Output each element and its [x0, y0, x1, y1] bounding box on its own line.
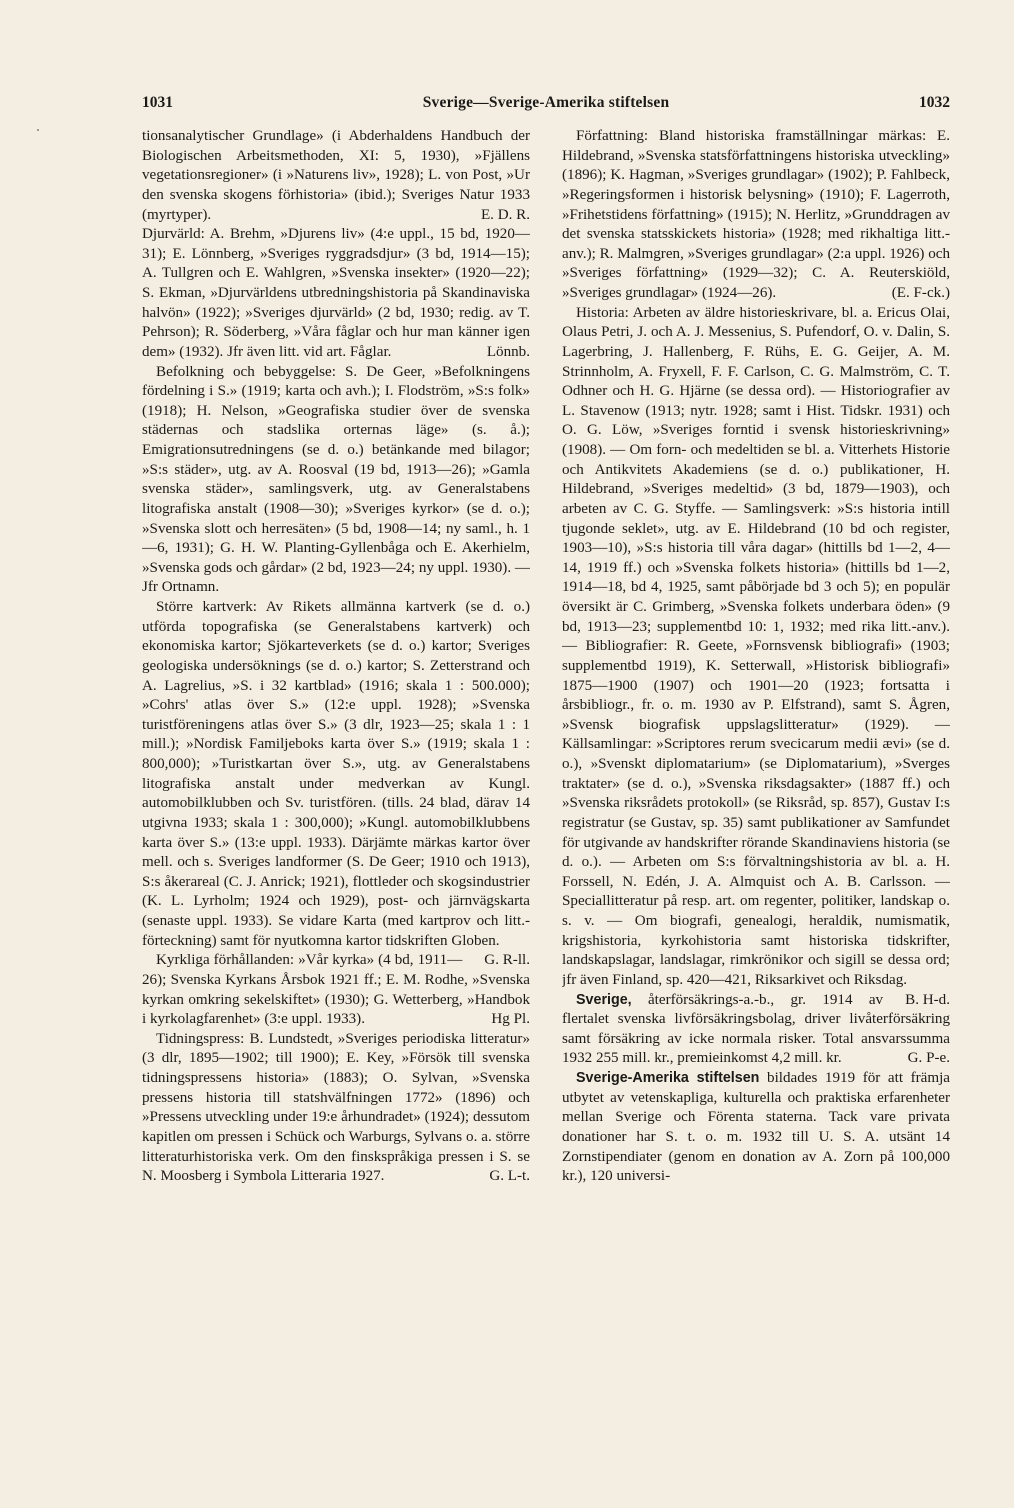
author-signature: G. P-e.	[907, 1050, 950, 1067]
author-signature: G. R-ll.	[484, 952, 530, 969]
author-signature: (E. F-ck.)	[891, 285, 950, 301]
paragraph-text: bildades 1919 för att främja utbytet av vetenskapliga, kulturella och praktiska erfarenheter mellan Sverige och Förenta staterna. Tack vare privata donationer har S. t. o. m. 1932 till U. S. A. utsänt 14 Zornstipendiater (genom en donation av A. Zorn på 100,000 kr.), 120 universi-	[562, 1070, 950, 1185]
page-number-left: 1031	[142, 94, 173, 111]
page-header	[142, 94, 950, 120]
paragraph-text: återförsäkrings-a.-b., gr. 1914 av flertalet svenska livförsäkringsbolag, driver livåterförsäkring samt försäkring av icke normala risker. Total ansvarssumma 1932 255 mill. kr., premieinkomst 4,2 mill. kr.	[562, 991, 950, 1067]
page-number-right: 1032	[919, 94, 950, 111]
author-signature: G. L-t.	[489, 1168, 530, 1185]
paragraph-text: Större kartverk: Av Rikets allmänna kartverk (se d. o.) utförda topografiska (se Generalstabens kartverk) och ekonomiska kartor; Sjökarteverkets (se d. o.) kartor; Sveriges geologiska undersöknings (se d. o.) kartor; S. Zetterstrand och A. Lagrelius, »S. i 32 kartblad» (1916; skala 1 : 500.000); »Cohrs' atlas över S.» (12:e uppl. 1928); »Svenska turistföreningens atlas över S.» (3 dlr, 1923—25; skala 1 : 1 mill.); »Nordisk Familjeboks karta över S.» (1919; skala 1 : 800,000); »Turistkartan över S.», utg. av Generalstabens litografiska anstalt under medverkan av Kungl. automobilklubben och Sv. turistfören. (tills. 24 blad, därav 14 utgivna 1933; skala 1 : 300,000); »Kungl. automobilklubbens karta över S.» (13:e uppl. 1933). Därjämte märkas kartor över mell. och s. Sveriges landformer (S. De Geer; 1910 och 1913), S:s åkerareal (C. J. Anrick; 1921), flottleder och skogsindustrier (K. L. Lyrholm; 1924 och 1929), post- och järnvägskarta (senaste uppl. 1933). Se vidare Karta (med kartprov och litt.-förteckning) samt för nyutkomna kartor tidskriften Globen.	[142, 599, 530, 949]
right-column	[562, 127, 950, 1402]
paragraph	[142, 1030, 530, 1187]
paragraph-text: Kyrkliga förhållanden: »Vår kyrka» (4 bd, 1911—26); Svenska Kyrkans Årsbok 1921 ff.; E. M. Rodhe, »Svenska kyrkan omkring sekelskiftet» (1930); G. Wetterberg, »Handbok i kyrkolagfarenhet» (3:e uppl. 1933).	[142, 952, 530, 1028]
paragraph	[142, 598, 530, 969]
paragraph-text: Tidningspress: B. Lundstedt, »Sveriges periodiska litteratur» (3 dlr, 1895—1902; till 1900); E. Key, »Försök till svenska tidningspressens historia» (1883); O. Sylvan, »Svenska pressens historia till statshvälfningen 1772» (1896) och »Pressens utveckling under 19:e århundradet» (1924); dessutom kapitlen om pressen i Schück och Warburgs, Sylvans o. a. större litteraturhistoriska verk. Om den finskspråkiga pressen i S. se N. Moosberg i Symbola Litteraria 1927.	[142, 1030, 530, 1185]
entry-headword: Sverige,	[576, 991, 632, 1008]
paragraph-text: tionsanalytischer Grundlage» (i Abderhaldens Handbuch der Biologischen Arbeitsmethoden, XI: 5, 1930), »Fjällens vegetationsregioner» (i »Naturens liv», 1928); L. von Post, »Ur den svenska skogens förhistoria» (ibid.); Sveriges Natur 1933 (myrtyper).	[142, 128, 530, 223]
author-signature: Hg Pl.	[491, 1011, 530, 1028]
paragraph	[562, 304, 950, 1008]
paragraph	[142, 127, 530, 225]
page-speck	[37, 129, 39, 131]
running-title: Sverige—Sverige-Amerika stiftelsen	[422, 94, 670, 111]
author-signature: B. H-d.	[905, 991, 950, 1008]
author-signature: E. D. R.	[480, 206, 530, 223]
paragraph	[562, 127, 950, 304]
paragraph-text: Djurvärld: A. Brehm, »Djurens liv» (4:e uppl., 15 bd, 1920—31); E. Lönnberg, »Sveriges ryggradsdjur» (3 bd, 1914—15); A. Tullgren och E. Wahlgren, »Svenska insekter» (1920—22); S. Ekman, »Djurvärldens utbredningshistoria på Skandinaviska halvön» (1922); »Sveriges djurvärld» (2 bd, 1930; redig. av T. Pehrson); R. Söderberg, »Våra fåglar och hur man känner igen dem» (1932). Jfr även litt. vid art. Fåglar.	[142, 226, 530, 360]
entry-sverige-amerika-stiftelsen	[562, 1069, 950, 1187]
paragraph	[142, 363, 530, 599]
paragraph-text: Befolkning och bebyggelse: S. De Geer, »Befolkningens fördelning i S.» (1919; karta och avh.); I. Flodström, »S:s folk» (1918); H. Nelson, »Geografiska studier över de svenska städernas och stadslika orternas läge» (s. å.); Emigrationsutredningens (se d. o.) betänkande med bilagor; »S:s städer», utg. av A. Roosval (19 bd, 1913—26); »Gamla svenska städer», samlingsverk, utg. av Generalstabens litografiska anstalt (1908—30); »Sveriges kyrkor» (se d. o.); »Svenska slott och herresäten» (5 bd, 1908—14; ny saml., h. 1—6, 1931); G. H. W. Planting-Gyllenbåga och E. Akerhielm, »Svenska gods och gårdar» (2 bd, 1923—24; ny uppl. 1930). — Jfr Ortnamn.	[142, 363, 530, 596]
author-signature: Lönnb.	[486, 343, 530, 360]
left-column	[142, 127, 530, 1402]
entry-headword: Sverige-Amerika stiftelsen	[576, 1070, 760, 1086]
paragraph	[142, 225, 530, 362]
paragraph-text: Författning: Bland historiska framställningar märkas: E. Hildebrand, »Svenska statsförfattningens historiska utveckling» (1896); K. Hagman, »Sveriges grundlagar» (1902); P. Fahlbeck, »Regeringsformen i historisk belysning» (1910); F. Lagerroth, »Frihetstidens författning» (1915); N. Herlitz, »Grunddragen av det svenska statsskickets historia» (1928; med rikhaltiga litt.-anv.); R. Malmgren, »Sveriges grundlagar» (2:a uppl. 1926) och »Sveriges författning» (1929—32); C. A. Reuterskiöld, »Sveriges grundlagar» (1924—26).	[562, 128, 950, 301]
paragraph-text: Historia: Arbeten av äldre historieskrivare, bl. a. Ericus Olai, Olaus Petri, J. och A. J. Messenius, S. Pufendorf, O. v. Dalin, S. Lagerbring, J. Hallenberg, F. Rühs, E. G. Geijer, A. M. Strinnholm, A. Fryxell, F. F. Carlson, C. G. Malmström, C. T. Odhner och H. G. Hjärne (se dessa ord). — Historiografier av L. Stavenow (1913; nytr. 1928; samt i Hist. Tidskr. 1931) och O. G. Löw, »Sveriges forntid i svensk historieskrivning» (1908). — Om forn- och medeltiden se bl. a. Vitterhets Historie och Antikvitets Akademiens (se d. o.) publikationer, H. Hildebrand, »Sveriges medeltid» (3 bd, 1879—1903), och arbeten av C. G. Styffe. — Samlingsverk: »S:s historia intill tjugonde seklet», utg. av E. Hildebrand (10 bd och register, 1903—10), »S:s historia till våra dagar» (hittills bd 1—2, 4—14, 1919 ff.) och »Svenska folkets historia» (hittills bd 1—2, 1914—18, bd 4, 1925, samt påbörjade bd 3 och 5); en populär översikt är C. Grimberg, »Svenska folkets underbara öden» (9 bd, 1913—23; supplementbd 10: 1, 1932; med rika litt.-anv.). — Bibliografier: R. Geete, »Fornsvensk bibliografi» (1903; supplementbd 1919), K. Setterwall, »Historisk bibliografi» 1875—1900 (1907) och 1901—20 (1923; fortsatta i årsbibliogr., fr. o. m. 1930 av P. Elfstrand), samt S. Ågren, »Svensk biografisk uppslagslitteratur» (1929). — Källsamlingar: »Scriptores rerum svecicarum medii ævi» (se d. o.), »Svenskt diplomatarium» (se Diplomatarium), »Sverges traktater» (se d. o.), »Svenska riksdagsakter» (1887 ff.) och »Svenska riksrådets protokoll» (se Riksråd, sp. 857), Gustav I:s registratur (se Gustav, sp. 35) samt publikationer av Samfundet för utgivande av handskrifter rörande Skandinaviens historia (se d. o.). — Arbeten om S:s förvaltningshistoria av bl. a. H. Forssell, N. Edén, J. A. Almquist och A. B. Carlsson. — Speciallitteratur på resp. art. om regenter, politiker, landskap o. s. v. — Om biografi, genealogi, heraldik, numismatik, krigshistoria, kyrkohistoria samt historiska tidskrifter, landskapslagar, landslagar, rimkrönikor och sigill se dessa ord; jfr även Finland, sp. 420—421, Riksarkivet och Riksdag.	[562, 304, 950, 988]
